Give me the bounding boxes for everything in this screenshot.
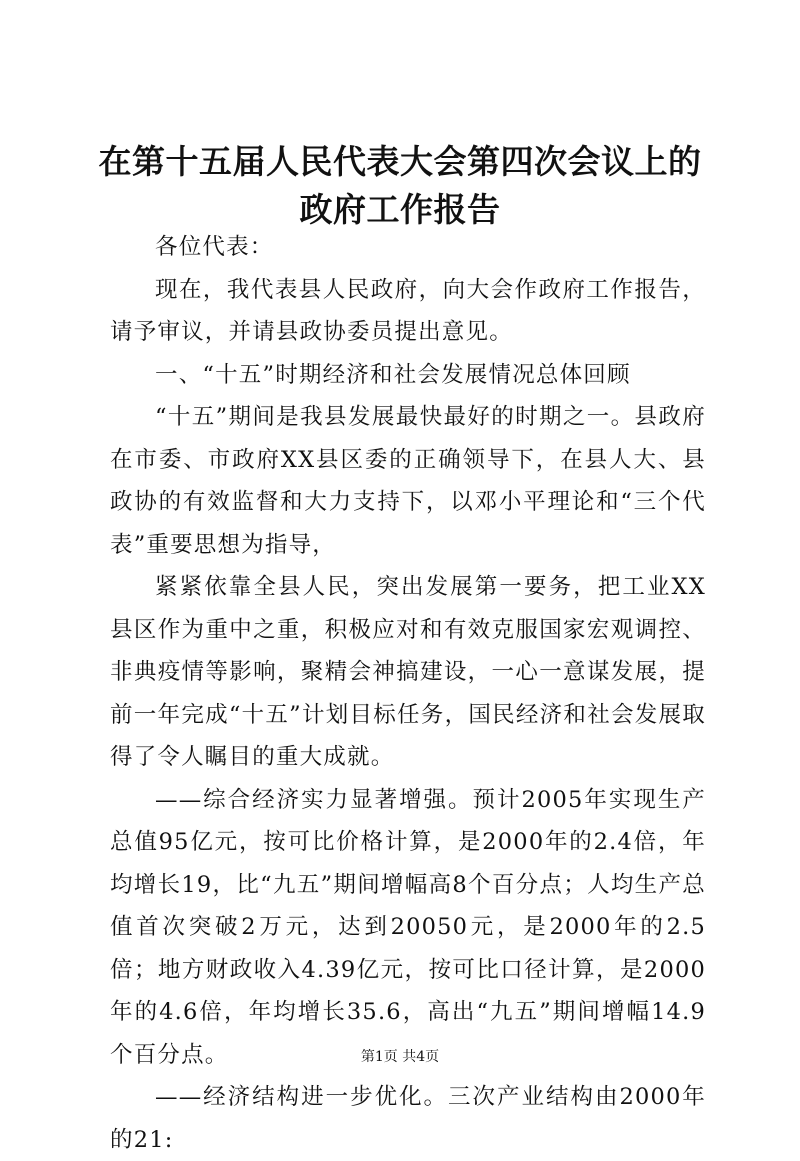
paragraph: 紧紧依靠全县人民，突出发展第一要务，把工业XX县区作为重中之重，积极应对和有效克服国家宏观调控、非典疫情等影响，聚精会神搞建设，一心一意谋发展，提前一年完成“十五”计划目标任务，国民经济和社会发展取得了令人瞩目的重大成就。 <box>110 574 706 770</box>
document-body <box>110 226 706 1161</box>
paragraph: “十五”期间是我县发展最快最好的时期之一。县政府在市委、市政府XX县区委的正确领导下，在县人大、县政协的有效监督和大力支持下，以邓小平理论和“三个代表”重要思想为指导， <box>110 404 706 558</box>
page-number-footer: 第1页 共4页 <box>360 1049 440 1065</box>
paragraph: ——经济结构进一步优化。三次产业结构由2000年的21: <box>110 1084 706 1153</box>
document-title: 在第十五届人民代表大会第四次会议上的政府工作报告 <box>98 142 702 229</box>
paragraph: ——综合经济实力显著增强。预计2005年实现生产总值95亿元，按可比价格计算，是2000年的2.4倍，年均增长19，比“九五”期间增幅高8个百分点；人均生产总值首次突破2万元，达到20050元，是2000年的2.5倍；地方财政收入4.39亿元，按可比口径计算，是2000年的4.6倍，年均增长35.6，高出“九五”期间增幅14.9个百分点。 <box>110 786 706 1068</box>
paragraph: 各位代表： <box>155 234 274 260</box>
paragraph: 现在，我代表县人民政府，向大会作政府工作报告，请予审议，并请县政协委员提出意见。 <box>110 276 706 345</box>
section-heading: 一、“十五”时期经济和社会发展情况总体回顾 <box>155 361 631 388</box>
